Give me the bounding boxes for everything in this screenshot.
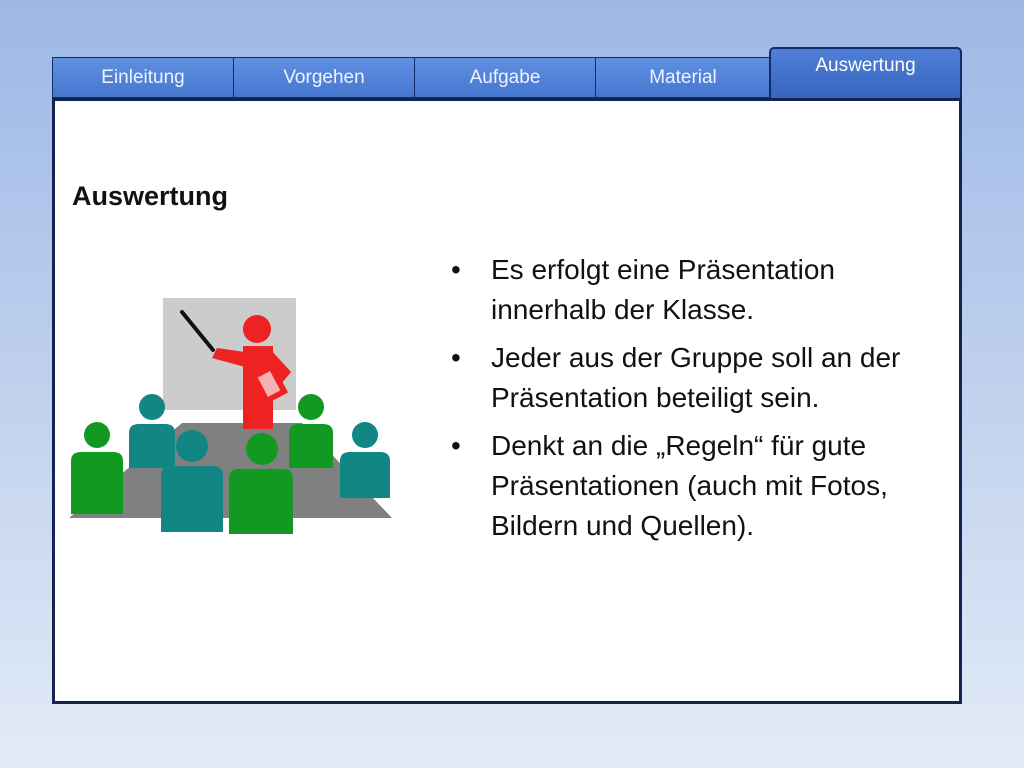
tab-vorgehen[interactable]: Vorgehen xyxy=(233,57,415,98)
bullet-item: • Denkt an die „Regeln“ für gute Präsentationen (auch mit Fotos, Bildern und Quellen). xyxy=(447,426,947,546)
tab-einleitung[interactable]: Einleitung xyxy=(52,57,234,98)
tab-bar xyxy=(52,56,962,100)
tab-material[interactable]: Material xyxy=(595,57,771,98)
tab-auswertung[interactable]: Auswertung xyxy=(769,47,962,98)
presentation-meeting-icon xyxy=(67,296,397,536)
bullet-item: • Es erfolgt eine Präsentation innerhalb der Klasse. xyxy=(447,250,947,330)
bullet-list xyxy=(447,250,947,554)
section-title: Auswertung xyxy=(72,181,229,211)
tab-aufgabe[interactable]: Aufgabe xyxy=(414,57,596,98)
content-panel xyxy=(52,98,962,704)
bullet-item: • Jeder aus der Gruppe soll an der Präsentation beteiligt sein. xyxy=(447,338,947,418)
